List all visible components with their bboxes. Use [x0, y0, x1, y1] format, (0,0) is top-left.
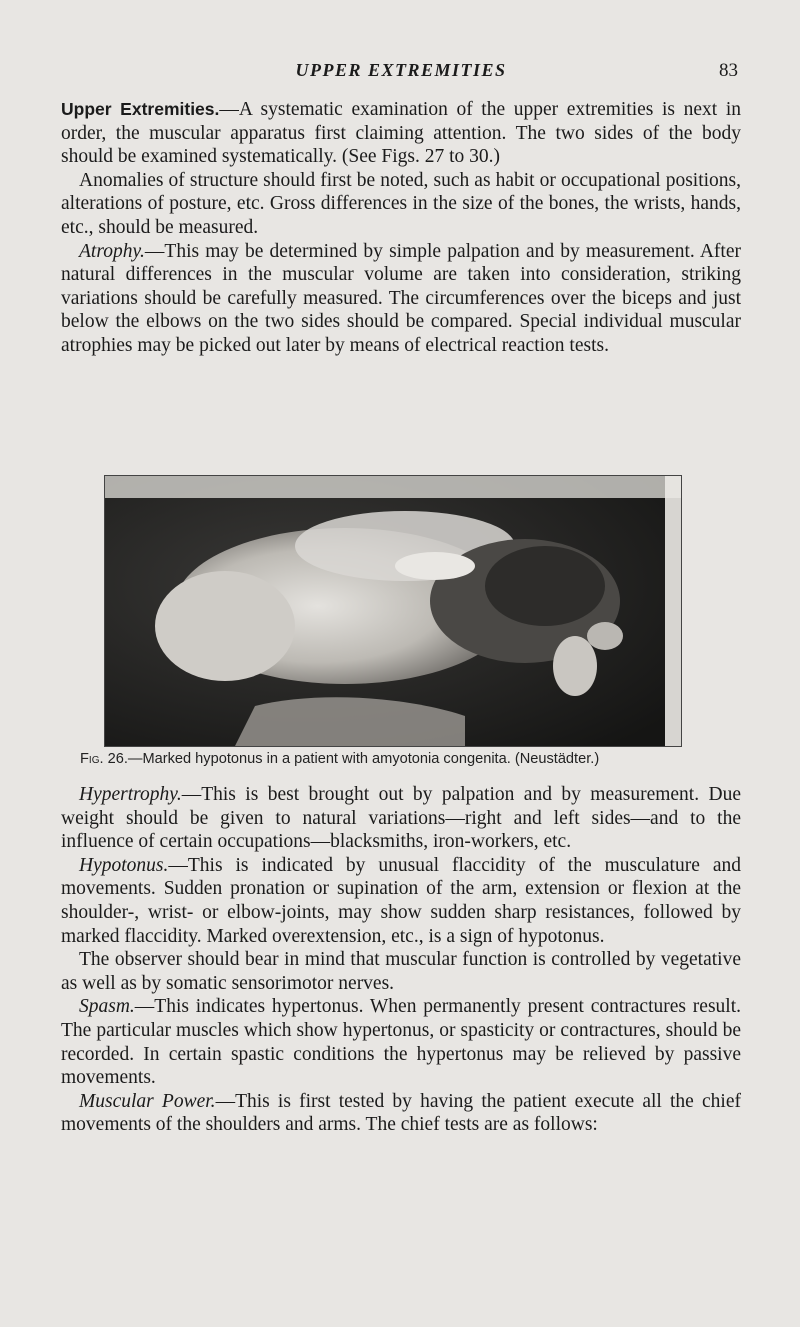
paragraph-text: The observer should bear in mind that muscular function is controlled by vegetative as well as by somatic sensorimotor nerves. — [61, 949, 741, 994]
caption-text: —Marked hypotonus in a patient with amyotonia congenita. (Neustädter.) — [127, 751, 600, 767]
paragraph-text: —This is first tested by having the patient execute all the chief movements of the shoulders and arms. The chief tests are as follows: — [61, 1090, 741, 1136]
paragraph-text: —This is indicated by unusual flaccidity of the musculature and movements. Sudden pronation or supination of the arm, extension or flexion at the shoulder-, wrist- or elbow-joints, may show sudden sharp resistances, followed by marked flaccidity. Marked overextension, etc., is a sign of hypotonus. — [61, 854, 741, 947]
paragraph-atrophy — [61, 240, 741, 358]
top-text-block — [61, 98, 741, 358]
page-number: 83 — [719, 60, 738, 81]
section-lead-in: Upper Extremities. — [61, 99, 220, 119]
paragraph-upper-extremities — [61, 98, 741, 169]
term-spasm: Spasm. — [79, 996, 135, 1018]
term-muscular-power: Muscular Power. — [79, 1090, 216, 1112]
paragraph-hypertrophy — [61, 783, 741, 854]
paragraph-text: —This is best brought out by palpation and by measurement. Due weight should be given to natural variations—right and left sides—and to the influence of certain occupations—blacksmiths, iron-workers, etc. — [61, 784, 741, 853]
term-hypertrophy: Hypertrophy. — [79, 784, 182, 805]
term-hypotonus: Hypotonus. — [79, 854, 169, 876]
figure-photograph — [104, 475, 682, 747]
figure-caption — [80, 751, 740, 767]
paragraph-text: Anomalies of structure should first be noted, such as habit or occupational positions, alterations of posture, etc. Gross differences in the size of the bones, the wrists, hands, etc., should be measured. — [61, 169, 741, 238]
paragraph-muscular-power — [61, 1090, 741, 1137]
paragraph-nerves — [61, 948, 741, 995]
term-atrophy: Atrophy. — [79, 240, 145, 262]
paragraph-hypotonus — [61, 854, 741, 948]
running-head — [0, 60, 800, 86]
paragraph-text: —This indicates hypertonus. When permanently present contractures result. The particular muscles which show hypertonus, or spasticity or contractures, should be recorded. In certain spastic conditions the hypertonus may be relieved by passive movements. — [61, 996, 741, 1089]
paragraph-text: —This may be determined by simple palpation and by measurement. After natural differences in the muscular volume are taken into consideration, striking variations should be carefully measured. The circumferences over the biceps and just below the elbows on the two sides should be compared. Special individual muscular atrophies may be picked out later by means of electrical reaction tests. — [61, 240, 741, 356]
paragraph-anomalies — [61, 169, 741, 240]
photograph-infant-icon — [105, 476, 681, 746]
figure-label: Fig. 26. — [80, 751, 128, 767]
running-title: UPPER EXTREMITIES — [295, 60, 507, 80]
paragraph-text: —A systematic examination of the upper extremities is next in order, the muscular apparatus first claiming attention. The two sides of the body should be examined systematically. (See Figs. 27 to 30.) — [61, 99, 741, 168]
paragraph-spasm — [61, 995, 741, 1089]
bottom-text-block — [61, 783, 741, 1137]
